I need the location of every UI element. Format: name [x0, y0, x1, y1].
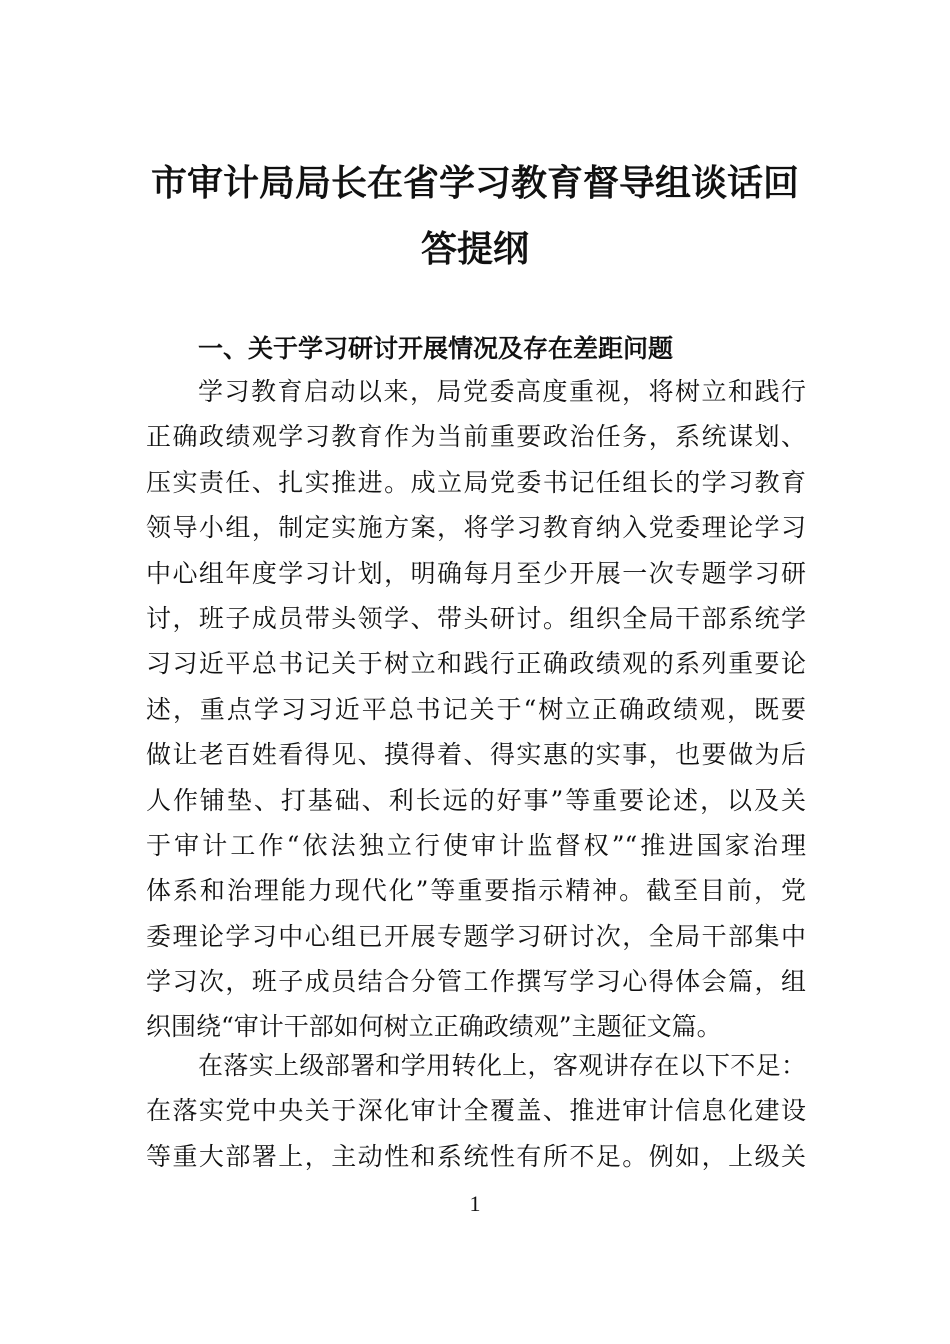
paragraph-line: 体系和治理能力现代化”等重要指示精神。截至目前，党 [146, 876, 806, 906]
paragraph-line: 学习教育启动以来，局党委高度重视，将树立和践行 [198, 377, 806, 406]
paragraph-line: 于审计工作“依法独立行使审计监督权”“推进国家治理 [146, 830, 806, 860]
paragraph-line: 压实责任、扎实推进。成立局党委书记任组长的学习教育 [146, 467, 806, 497]
paragraph-2 [146, 1043, 806, 1179]
paragraph-line: 做让老百姓看得见、摸得着、得实惠的实事，也要做为后 [146, 740, 806, 770]
title-line-1: 市审计局局长在省学习教育督导组谈话回 [150, 162, 799, 204]
paragraph-line: 织围绕“审计干部如何树立正确政绩观”主题征文篇。 [146, 1012, 722, 1042]
paragraph-line: 在落实党中央关于深化审计全覆盖、推进审计信息化建设 [146, 1096, 806, 1126]
paragraph-line: 学习次，班子成员结合分管工作撰写学习心得体会篇，组 [146, 967, 806, 997]
page-number: 1 [469, 1191, 481, 1216]
section-heading: 一、关于学习研讨开展情况及存在差距问题 [198, 334, 674, 363]
paragraph-line: 述，重点学习习近平总书记关于“树立正确政绩观，既要 [146, 694, 806, 724]
paragraph-line: 领导小组，制定实施方案，将学习教育纳入党委理论学习 [146, 513, 806, 543]
paragraph-line: 习习近平总书记关于树立和践行正确政绩观的系列重要论 [146, 649, 806, 679]
document-title [100, 150, 850, 282]
paragraph-1 [146, 369, 806, 1050]
paragraph-line: 中心组年度学习计划，明确每月至少开展一次专题学习研 [146, 558, 806, 588]
paragraph-line: 正确政绩观学习教育作为当前重要政治任务，系统谋划、 [146, 422, 806, 452]
paragraph-line: 在落实上级部署和学用转化上，客观讲存在以下不足： [198, 1051, 806, 1080]
paragraph-line: 人作铺垫、打基础、利长远的好事”等重要论述，以及关 [146, 785, 806, 815]
title-line-2: 答提纲 [420, 228, 529, 270]
paragraph-line: 委理论学习中心组已开展专题学习研讨次，全局干部集中 [146, 921, 806, 951]
paragraph-line: 等重大部署上，主动性和系统性有所不足。例如，上级关 [146, 1141, 806, 1171]
paragraph-line: 讨，班子成员带头领学、带头研讨。组织全局干部系统学 [146, 603, 806, 633]
